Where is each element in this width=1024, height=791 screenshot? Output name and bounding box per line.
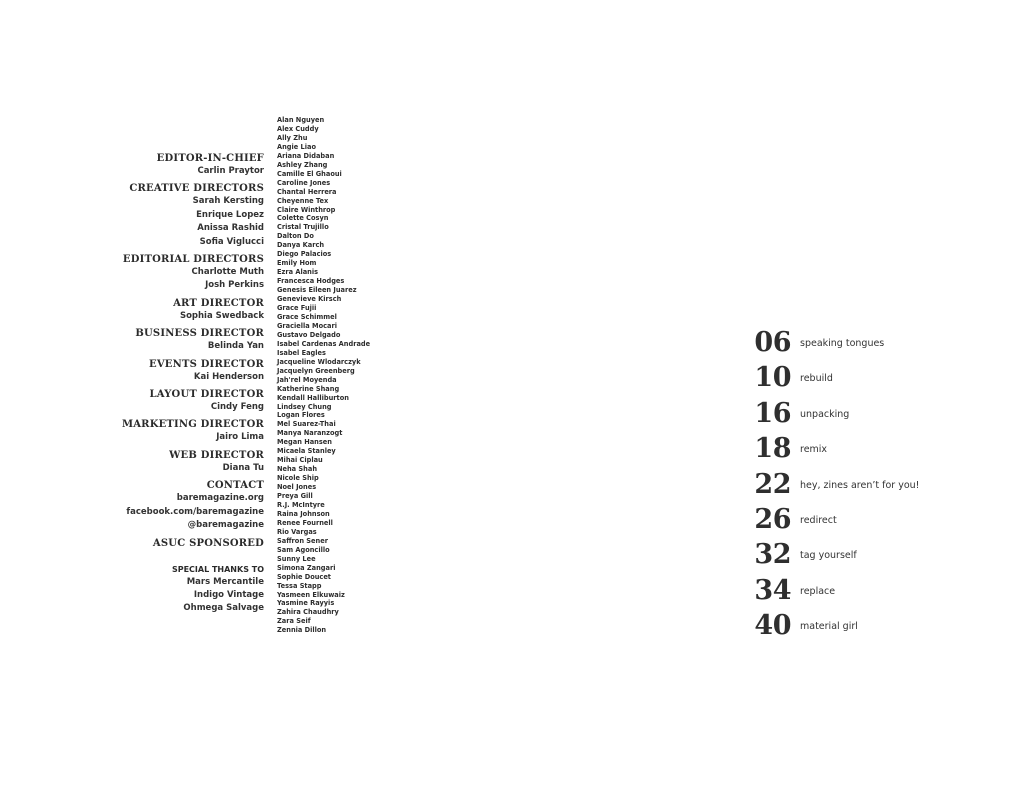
role-member: Josh Perkins	[205, 280, 264, 291]
toc-page-number: 34	[754, 574, 791, 606]
toc-page-number: 16	[754, 397, 791, 429]
contributor-name: Zahira Chaudhry	[277, 608, 339, 617]
role-member: Charlotte Muth	[191, 267, 264, 278]
contributor-name: Rio Vargas	[277, 527, 317, 536]
toc-page-number: 18	[754, 433, 791, 465]
masthead	[24, 152, 264, 616]
toc-entry	[745, 432, 1005, 467]
role-member: facebook.com/baremagazine	[126, 506, 264, 517]
contributor-name: Dalton Do	[277, 232, 314, 241]
contributor-name: Preya Gill	[277, 492, 313, 501]
contributor-name: Sophie Doucet	[277, 572, 331, 581]
contributor-name: Isabel Eagles	[277, 348, 326, 357]
role-member: Kai Henderson	[193, 371, 264, 382]
contributor-name: Zara Seif	[277, 617, 311, 626]
masthead-role	[24, 253, 264, 293]
role-member: Sofia Viglucci	[199, 236, 264, 247]
special-thanks-name: Mars Mercantile	[186, 576, 264, 587]
contributor-name: Genesis Eileen Juarez	[277, 286, 357, 295]
toc-title: remix	[800, 444, 828, 456]
contributor-name: Gustavo Delgado	[277, 330, 341, 339]
contributor-name: Alan Nguyen	[277, 116, 325, 124]
contributor-name: Tessa Stapp	[277, 581, 322, 590]
contributor-name: Micaela Stanley	[277, 447, 336, 456]
contributor-name: Megan Hansen	[277, 438, 332, 447]
toc-page-number: 26	[754, 503, 791, 535]
contributor-name: Danya Karch	[277, 241, 325, 250]
contributor-name: Diego Palacios	[277, 250, 332, 259]
contributor-name: Alex Cuddy	[277, 124, 319, 133]
masthead-role	[24, 327, 264, 353]
role-member: Sarah Kersting	[192, 196, 264, 207]
toc-title: unpacking	[800, 408, 850, 420]
contributor-name: Cristal Trujillo	[277, 223, 329, 232]
contributor-name: Lindsey Chung	[277, 402, 332, 411]
role-member: Carlin Praytor	[197, 166, 264, 176]
toc-page-number: 40	[754, 610, 791, 642]
role-heading: EDITOR-IN-CHIEF	[156, 153, 264, 164]
contributor-name: Isabel Cardenas Andrade	[277, 339, 371, 348]
toc-title: redirect	[800, 514, 837, 526]
toc-title: hey, zines aren’t for you!	[800, 479, 920, 491]
role-member: @baremagazine	[187, 520, 264, 531]
contributor-name: R.J. McIntyre	[277, 500, 325, 509]
contributor-name: Zennia Dillon	[277, 626, 327, 635]
table-of-contents	[745, 326, 1005, 645]
contributor-name: Cheyenne Tex	[277, 196, 329, 205]
contributor-name: Mel Suarez-Thai	[277, 420, 336, 429]
contributor-name: Angie Liao	[277, 142, 316, 151]
special-thanks	[24, 563, 264, 616]
contributor-name: Claire Winthrop	[277, 205, 336, 214]
role-member: Anissa Rashid	[197, 223, 264, 234]
role-heading: WEB DIRECTOR	[169, 449, 264, 461]
contributor-name: Noel Jones	[277, 483, 317, 492]
contributor-name: Genevieve Kirsch	[277, 295, 342, 304]
role-heading: BUSINESS DIRECTOR	[135, 328, 264, 340]
role-member: Diana Tu	[222, 462, 264, 473]
contributor-name: Jacquelyn Greenberg	[277, 366, 355, 375]
contributor-name: Ezra Alanis	[277, 268, 319, 277]
toc-entry	[745, 468, 1005, 503]
contributor-name: Sunny Lee	[277, 554, 316, 563]
contributor-name: Jah'rel Moyenda	[277, 375, 337, 384]
contributor-name: Ashley Zhang	[277, 160, 328, 169]
toc-entry	[745, 361, 1005, 396]
role-heading: LAYOUT DIRECTOR	[149, 389, 264, 401]
masthead-role	[24, 388, 264, 414]
contributor-name: Nicole Ship	[277, 474, 319, 483]
toc-title: replace	[800, 585, 836, 597]
contributor-name: Grace Fujii	[277, 304, 317, 313]
special-thanks-name: Indigo Vintage	[193, 589, 264, 600]
role-heading: CONTACT	[206, 480, 264, 492]
toc-title: rebuild	[800, 373, 833, 385]
contributor-name: Caroline Jones	[277, 178, 331, 187]
contributor-name: Neha Shah	[277, 465, 318, 474]
contributor-name: Emily Hom	[277, 259, 317, 268]
contributor-name: Colette Cosyn	[277, 214, 329, 223]
toc-entry	[745, 609, 1005, 644]
contributors-list	[277, 116, 397, 635]
contributor-name: Simona Zangari	[277, 563, 336, 572]
contributor-name: Grace Schimmel	[277, 312, 337, 321]
toc-page-number: 32	[754, 539, 791, 571]
toc-page-number: 22	[754, 468, 791, 500]
toc-entry	[745, 574, 1005, 609]
role-heading: ART DIRECTOR	[173, 297, 264, 309]
toc-title: tag yourself	[800, 550, 857, 562]
contributor-name: Raina Johnson	[277, 509, 330, 518]
contributor-name: Sam Agoncillo	[277, 545, 330, 554]
masthead-role	[24, 182, 264, 249]
masthead-role	[24, 297, 264, 323]
role-member: Cindy Feng	[210, 402, 264, 413]
role-heading: EDITORIAL DIRECTORS	[122, 254, 264, 266]
toc-entry	[745, 503, 1005, 538]
toc-page-number: 06	[754, 327, 791, 358]
masthead-role	[24, 152, 264, 178]
contributor-name: Ally Zhu	[277, 133, 308, 142]
contributor-name: Chantal Herrera	[277, 187, 337, 196]
toc-entry	[745, 538, 1005, 573]
masthead-role	[24, 537, 264, 550]
role-heading: MARKETING DIRECTOR	[121, 419, 264, 431]
contributor-name: Yasmine Rayyis	[277, 599, 335, 608]
contributor-name: Renee Fournell	[277, 518, 333, 527]
masthead-role	[24, 479, 264, 532]
toc-title: speaking tongues	[800, 338, 885, 349]
masthead-role	[24, 418, 264, 444]
role-member: Belinda Yan	[207, 341, 264, 352]
role-member: Jairo Lima	[216, 432, 264, 443]
role-heading: CREATIVE DIRECTORS	[129, 183, 264, 195]
special-thanks-heading: SPECIAL THANKS TO	[171, 564, 264, 574]
masthead-role	[24, 449, 264, 475]
contributor-name: Camille El Ghaoui	[277, 169, 342, 178]
role-heading: ASUC SPONSORED	[152, 537, 264, 549]
contributor-name: Logan Flores	[277, 411, 325, 420]
masthead-role	[24, 358, 264, 384]
contributor-name: Francesca Hodges	[277, 277, 345, 286]
role-member: baremagazine.org	[176, 493, 264, 504]
toc-page-number: 10	[754, 362, 791, 394]
contributor-name: Graciella Mocari	[277, 321, 337, 330]
toc-entry	[745, 397, 1005, 432]
toc-title: material girl	[800, 621, 858, 633]
contributor-name: Yasmeen Elkuwaiz	[277, 590, 345, 599]
toc-entry	[745, 326, 1005, 361]
contributor-name: Saffron Sener	[277, 536, 328, 545]
role-heading: EVENTS DIRECTOR	[149, 358, 264, 370]
contributor-name: Mihai Ciplau	[277, 456, 323, 465]
contributor-name: Ariana Didaban	[277, 151, 335, 160]
contributor-name: Jacqueline Wlodarczyk	[277, 357, 361, 366]
special-thanks-name: Ohmega Salvage	[183, 603, 264, 614]
role-member: Sophia Swedback	[179, 310, 264, 321]
contributor-name: Katherine Shang	[277, 384, 340, 393]
contributor-name: Kendall Halliburton	[277, 393, 349, 402]
contributor-name: Manya Naranzogt	[277, 429, 343, 438]
role-member: Enrique Lopez	[196, 209, 264, 220]
